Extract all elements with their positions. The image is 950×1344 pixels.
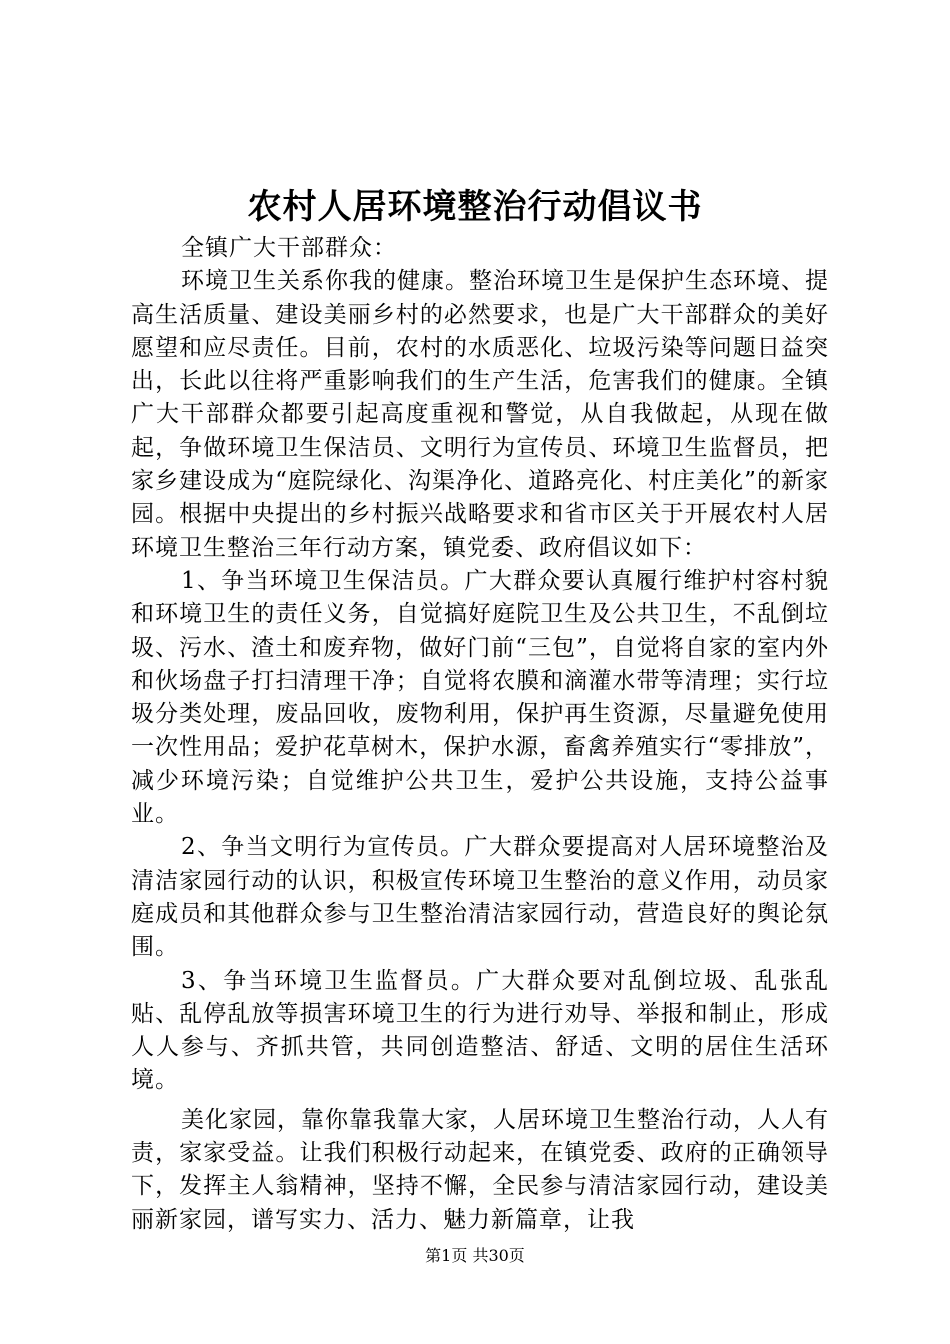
page-footer: 第1页 共30页 [425,1246,525,1265]
salutation: 全镇广大干部群众： [181,235,397,261]
paragraph-item-1: 1、争当环境卫生保洁员。广大群众要认真履行维护村容村貌和环境卫生的责任义务，自觉搞好庭院卫生及公共卫生，不乱倒垃圾、污水、渣土和废弃物，做好门前“三包”，自觉将自家的室内外和伙场盘子打扫清理干净；自觉将农膜和滴灌水带等清理；实行垃圾分类处理，废品回收，废物利用，保护再生资源，尽量避免使用一次性用品；爱护花草树木，保护水源，畜禽养殖实行“零排放”，减少环境污染；自觉维护公共卫生，爱护公共设施，支持公益事业。 [131,567,829,828]
document-body [131,232,829,1237]
paragraph-item-2: 2、争当文明行为宣传员。广大群众要提高对人居环境整治及清洁家园行动的认识，积极宣传环境卫生整治的意义作用，动员家庭成员和其他群众参与卫生整治清洁家园行动，营造良好的舆论氛围。 [131,834,829,961]
paragraph-closing: 美化家园，靠你靠我靠大家，人居环境卫生整治行动，人人有责，家家受益。让我们积极行动起来，在镇党委、政府的正确领导下，发挥主人翁精神，坚持不懈，全民参与清洁家园行动，建设美丽新家园，谱写实力、活力、魅力新篇章，让我 [131,1106,829,1233]
paragraph-intro: 环境卫生关系你我的健康。整治环境卫生是保护生态环境、提高生活质量、建设美丽乡村的必然要求，也是广大干部群众的美好愿望和应尽责任。目前，农村的水质恶化、垃圾污染等问题日益突出，长此以往将严重影响我们的生产生活，危害我们的健康。全镇广大干部群众都要引起高度重视和警觉，从自我做起，从现在做起，争做环境卫生保洁员、文明行为宣传员、环境卫生监督员，把家乡建设成为“庭院绿化、沟渠净化、道路亮化、村庄美化”的新家园。根据中央提出的乡村振兴战略要求和省市区关于开展农村人居环境卫生整治三年行动方案，镇党委、政府倡议如下： [131,268,829,561]
document-title: 农村人居环境整治行动倡议书 [247,187,703,227]
paragraph-item-3: 3、争当环境卫生监督员。广大群众要对乱倒垃圾、乱张乱贴、乱停乱放等损害环境卫生的行为进行劝导、举报和制止，形成人人参与、齐抓共管，共同创造整洁、舒适、文明的居住生活环境。 [131,967,829,1094]
